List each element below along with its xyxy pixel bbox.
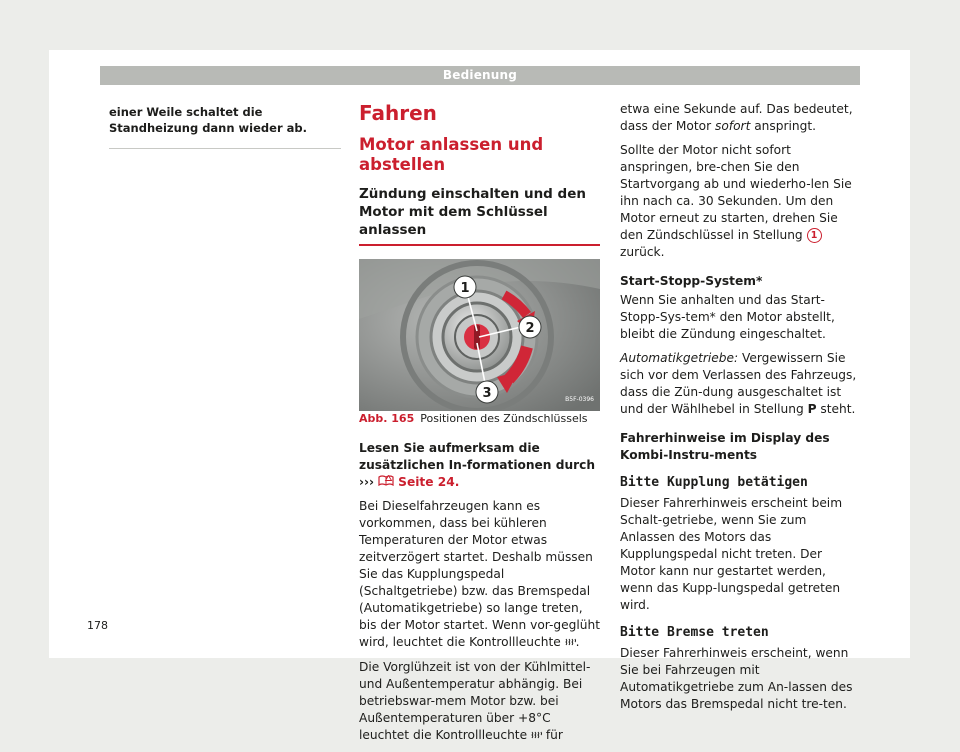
paragraph-automatic <box>620 350 860 418</box>
paragraph-preglow-text: Die Vorglühzeit ist von der Kühlmittel- und Außentemperatur abhängig. Bei betriebswar-mem Motor bzw. bei Außentemperaturen über +8°C leuchtet die Kontrollleuchte <box>359 660 591 742</box>
figure-caption-text: Positionen des Zündschlüssels <box>420 412 588 425</box>
figure-caption <box>359 411 600 426</box>
notice-clutch-heading: Bitte Kupplung betätigen <box>620 475 808 490</box>
glow-plug-lamp-icon <box>565 638 576 649</box>
display-notes-heading: Fahrerhinweise im Display des Kombi-Instru-ments <box>620 431 830 462</box>
start-stop-heading: Start-Stopp-System* <box>620 274 763 288</box>
right-column <box>620 101 860 720</box>
paragraph-automatic-b: steht. <box>820 402 856 416</box>
glow-plug-lamp-icon <box>531 731 542 742</box>
figure-marker-1: 1 <box>460 281 470 296</box>
paragraph-automatic-label: Automatikgetriebe: <box>620 351 739 365</box>
page-link[interactable]: Seite 24. <box>398 475 460 489</box>
paragraph-diesel <box>359 498 600 652</box>
paragraph-diesel-text: Bei Dieselfahrzeugen kann es vorkommen, dass bei kühleren Temperaturen der Motor etwas zeitverzögert startet. Deshalb müssen Sie das Kupplungspedal (Schaltgetriebe) bzw. das Bremspedal (Automatikgetriebe) so lange treten, bis der Motor startet. Wenn vor-geglüht wird, leuchtet die Kontrollleuchte <box>359 499 601 649</box>
paragraph-preglow-end: für <box>545 728 563 742</box>
paragraph-preglow <box>359 659 600 745</box>
middle-column <box>359 101 600 752</box>
safety-lead: Lesen Sie aufmerksam die zusätzlichen In-formationen durch ››› <box>359 441 596 489</box>
gear-position-p: P <box>807 402 817 416</box>
figure-marker-3: 3 <box>482 386 492 401</box>
book-warning-icon <box>378 476 398 489</box>
paragraph-diesel-end: . <box>575 635 580 649</box>
figure-marker-2: 2 <box>525 321 535 336</box>
section-heading: Motor anlassen und abstellen <box>359 135 544 174</box>
paragraph-start <box>620 101 860 135</box>
heading-rule <box>359 244 600 246</box>
paragraph-start-b: anspringt. <box>754 119 817 133</box>
figure-id: B5F-0396 <box>565 396 594 403</box>
left-column <box>109 104 341 149</box>
page-number: 178 <box>87 619 108 632</box>
paragraph-brake: Dieser Fahrerhinweis erscheint, wenn Sie bei Fahrzeugen mit Automatikgetriebe zum An-lassen des Motors das Bremspedal nicht tre-ten. <box>620 646 853 711</box>
paragraph-start-italic: sofort <box>715 119 751 133</box>
subsection-heading: Zündung einschalten und den Motor mit dem Schlüssel anlassen <box>359 186 586 238</box>
paragraph-start-a: etwa eine Sekunde auf. Das bedeutet, dass der Motor <box>620 102 853 133</box>
ignition-key-figure <box>359 259 600 411</box>
paragraph-start-stop: Wenn Sie anhalten und das Start-Stopp-Sys-tem* den Motor abstellt, bleibt die Zündung eingeschaltet. <box>620 293 835 341</box>
paragraph-automatic-a: Vergewissern Sie sich vor dem Verlassen des Fahrzeugs, dass die Zün-dung ausgeschaltet ist und der Wählhebel in Stellung <box>620 351 857 416</box>
notice-brake-heading: Bitte Bremse treten <box>620 625 769 640</box>
paragraph-clutch: Dieser Fahrerhinweis erscheint beim Schalt-getriebe, wenn Sie zum Anlassen des Motors das Kupplungspedal nicht treten. Der Motor kann nur gestartet werden, wenn das Kupp-lungspedal getreten wird. <box>620 496 843 612</box>
safety-reference <box>359 440 600 491</box>
section-header: Bedienung <box>100 66 860 85</box>
figure-label: Abb. 165 <box>359 412 415 425</box>
position-1-marker: 1 <box>807 228 822 243</box>
ignition-illustration <box>359 259 600 411</box>
column-divider <box>109 148 341 149</box>
paragraph-retry <box>620 142 860 261</box>
chapter-heading: Fahren <box>359 101 437 125</box>
paragraph-retry-a: Sollte der Motor nicht sofort anspringen, bre-chen Sie den Startvorgang ab und wiederho-len Sie ihn nach ca. 30 Sekunden. Um den Motor erneut zu starten, drehen Sie den Zündschlüssel in Stellung <box>620 143 852 242</box>
continued-text: einer Weile schaltet die Standheizung dann wieder ab. <box>109 105 307 135</box>
paragraph-retry-b: zurück. <box>620 245 665 259</box>
